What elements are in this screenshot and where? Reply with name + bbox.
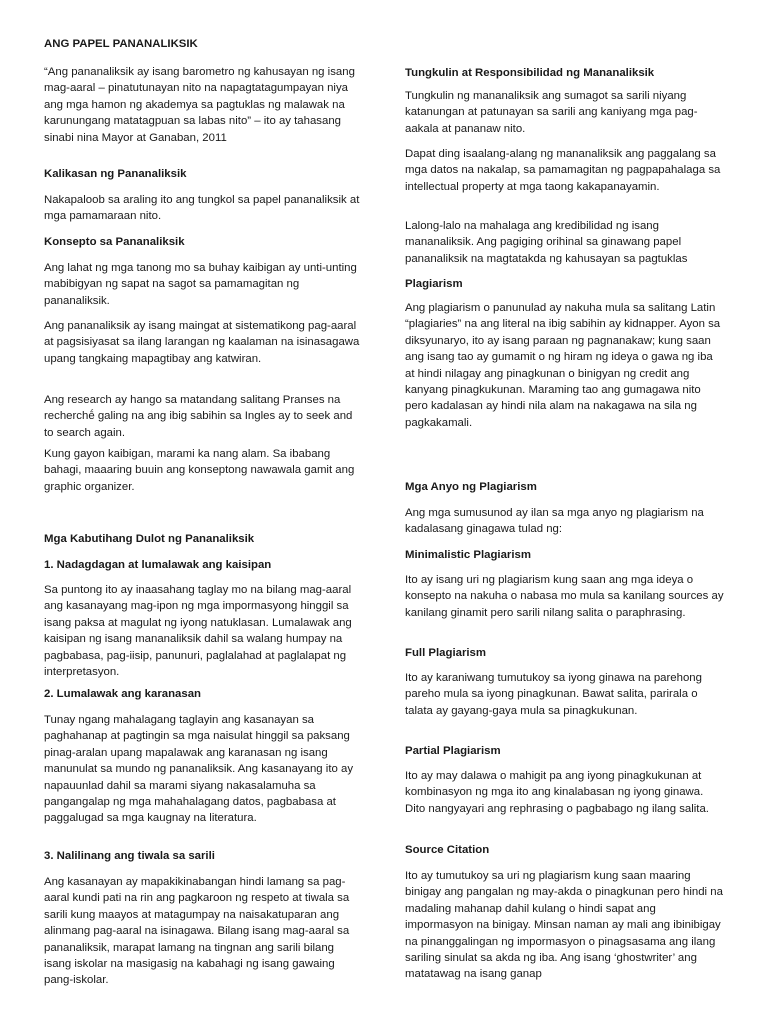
heading-item-2: 2. Lumalawak ang karanasan: [44, 688, 202, 700]
document-title: ANG PAPEL PANANALIKSIK: [44, 38, 198, 50]
intro-quote: “Ang pananaliksik ay isang barometro ng kahusayan ng isang mag-aaral – pinatutunayan nito na napagtatagumpayan niya ang mga hamon ng akademya sa pagtuklas ng malawak na karunungang matatagpuan sa labas nito” – ito ay tahasang sinabi nina Mayor at Ganaban, 2011: [44, 66, 355, 144]
paragraph-item-2: Tunay ngang mahalagang taglayin ang kasanayan sa paghahanap at pagtingin sa mga naisulat hinggil sa paksang pinag-aralan upang mapalawak ang karanasan ng isang manunulat sa mundo ng pananaliksik. Ang kasanayang ito ay napauunlad dahil sa marami siyang nakasalamuha sa pangangalap ng mga mahahalagang datos, pagbabasa at paggalugad sa mga kaugnay na literatura.: [44, 714, 354, 825]
paragraph-tungkulin-1: Tungkulin ng mananaliksik ang sumagot sa sarili niyang katanungan at patunayan sa sarili ang kaniyang mga pag-aakala at pananaw nito.: [405, 90, 698, 135]
heading-item-3: 3. Nalilinang ang tiwala sa sarili: [44, 850, 215, 862]
paragraph-full: Ito ay karaniwang tumutukoy sa iyong ginawa na parehong pareho mula sa iyong pinagkunan. Bawat salita, parirala o talata ay gayang-gaya mula sa pinagkukunan.: [405, 672, 702, 717]
heading-plagiarism: Plagiarism: [405, 278, 463, 290]
heading-konsepto: Konsepto sa Pananaliksik: [44, 236, 185, 248]
heading-kalikasan: Kalikasan ng Pananaliksik: [44, 168, 187, 180]
heading-item-1: 1. Nadagdagan at lumalawak ang kaisipan: [44, 559, 272, 571]
heading-source-citation: Source Citation: [405, 844, 490, 856]
paragraph-konsepto-1: Ang lahat ng mga tanong mo sa buhay kaibigan ay unti-unting mabibigyan ng sapat na sagot sa pamamagitan ng pananaliksik.: [44, 262, 357, 307]
paragraph-partial: Ito ay may dalawa o mahigit pa ang iyong pinagkukunan at kombinasyon ng mga ito ang kinalabasan ng iyong ginawa. Dito nangyayari ang rephrasing o pagbabago ng ilang salita.: [405, 770, 709, 815]
heading-full: Full Plagiarism: [405, 647, 487, 659]
heading-partial: Partial Plagiarism: [405, 745, 501, 757]
paragraph-konsepto-2: Ang pananaliksik ay isang maingat at sistematikong pag-aaral at pagsisiyasat sa ilang larangan ng kaalaman na isinasagawa upang tangkaing mapagtibay ang katwiran.: [44, 320, 360, 365]
heading-mga-anyo: Mga Anyo ng Plagiarism: [405, 481, 537, 493]
paragraph-mga-anyo: Ang mga sumusunod ay ilan sa mga anyo ng plagiarism na kadalasang ginagawa tulad ng:: [405, 507, 704, 536]
paragraph-minimalistic: Ito ay isang uri ng plagiarism kung saan ang mga ideya o konsepto na nakuha o nabasa mo mula sa kanilang sources ay kanilang ginamit pero sarili nilang salita o paraphrasing.: [405, 574, 724, 619]
paragraph-item-3: Ang kasanayan ay mapakikinabangan hindi lamang sa pag-aaral kundi pati na rin ang pagkaroon ng respeto at tiwala sa sarili kung maayos at matagumpay na naisakatuparan ang alinmang pag-aaral na isinagawa. Bilang isang mag-aaral sa pananaliksik, marapat lamang na tingnan ang sarili bilang isang iskolar na masigasig na kabahagi ng isang gawaing pang-iskolar.: [44, 876, 350, 987]
paragraph-konsepto-3: Ang research ay hango sa matandang salitang Pranses na recherchḗ galing na ang ibig sabihin sa Ingles ay to seek and to search again.: [44, 394, 353, 439]
paragraph-tungkulin-3: Lalong-lalo na mahalaga ang kredibilidad ng isang mananaliksik. Ang pagiging orihinal sa ginawang papel pananaliksik na magtatakda ng kahusayan sa pagtuklas: [405, 220, 688, 265]
paragraph-tungkulin-2: Dapat ding isaalang-alang ng mananaliksik ang paggalang sa mga datos na nakalap, sa pamamagitan ng pagpapahalaga sa intellectual property at mga taong kakapanayamin.: [405, 148, 721, 193]
heading-minimalistic: Minimalistic Plagiarism: [405, 549, 531, 561]
paragraph-konsepto-4: Kung gayon kaibigan, marami ka nang alam. Sa ibabang bahagi, maaaring buuin ang konseptong nawawala gamit ang graphic organizer.: [44, 448, 355, 493]
paragraph-kalikasan: Nakapaloob sa araling ito ang tungkol sa papel pananaliksik at mga pamamaraan nito.: [44, 194, 360, 223]
paragraph-plagiarism: Ang plagiarism o panunulad ay nakuha mula sa salitang Latin “plagiaries” na ang literal na ibig sabihin ay kidnapper. Ayon sa diksyunaryo, ito ay isang paraan ng pagnanakaw; kung saan ang isang tao ay gumamit o ng hiram ng ideya o gawa ng iba at hindi nilagay ang pinagkunan o binigyan ng credit ang kanyang pinagkukunan. Maraming tao ang gumagawa nito pero kadalasan ay hindi nila alam na nakagawa na sila ng pagkakamali.: [405, 302, 721, 429]
heading-tungkulin: Tungkulin at Responsibilidad ng Mananaliksik: [405, 67, 655, 79]
heading-kabutihang-dulot: Mga Kabutihang Dulot ng Pananaliksik: [44, 533, 255, 545]
paragraph-item-1: Sa puntong ito ay inaasahang taglay mo na bilang mag-aaral ang kasanayang mag-ipon ng mga impormasyong hinggil sa isang paksa at magulat ng iyong natuklasan. Lumalawak ang kaisipan ng isang mananaliksik dahil sa walang humpay na pagbabasa, pag-iisip, panunuri, paglalahad at paglalapat ng interpretasyon.: [44, 584, 352, 679]
paragraph-source-citation: Ito ay tumutukoy sa uri ng plagiarism kung saan maaring binigay ang pangalan ng may-akda o pinagkunan pero hindi na madaling mahanap dahil kulang o hindi sapat ang impormasyon na binigay. Minsan naman ay mali ang ibinibigay na pinanggalingan ng impormasyon o pinagsasama ang ilang sariling sinulat sa akda ng iba. Ang isang ‘ghostwriter’ ang matatawag na isang ganap: [405, 870, 723, 981]
